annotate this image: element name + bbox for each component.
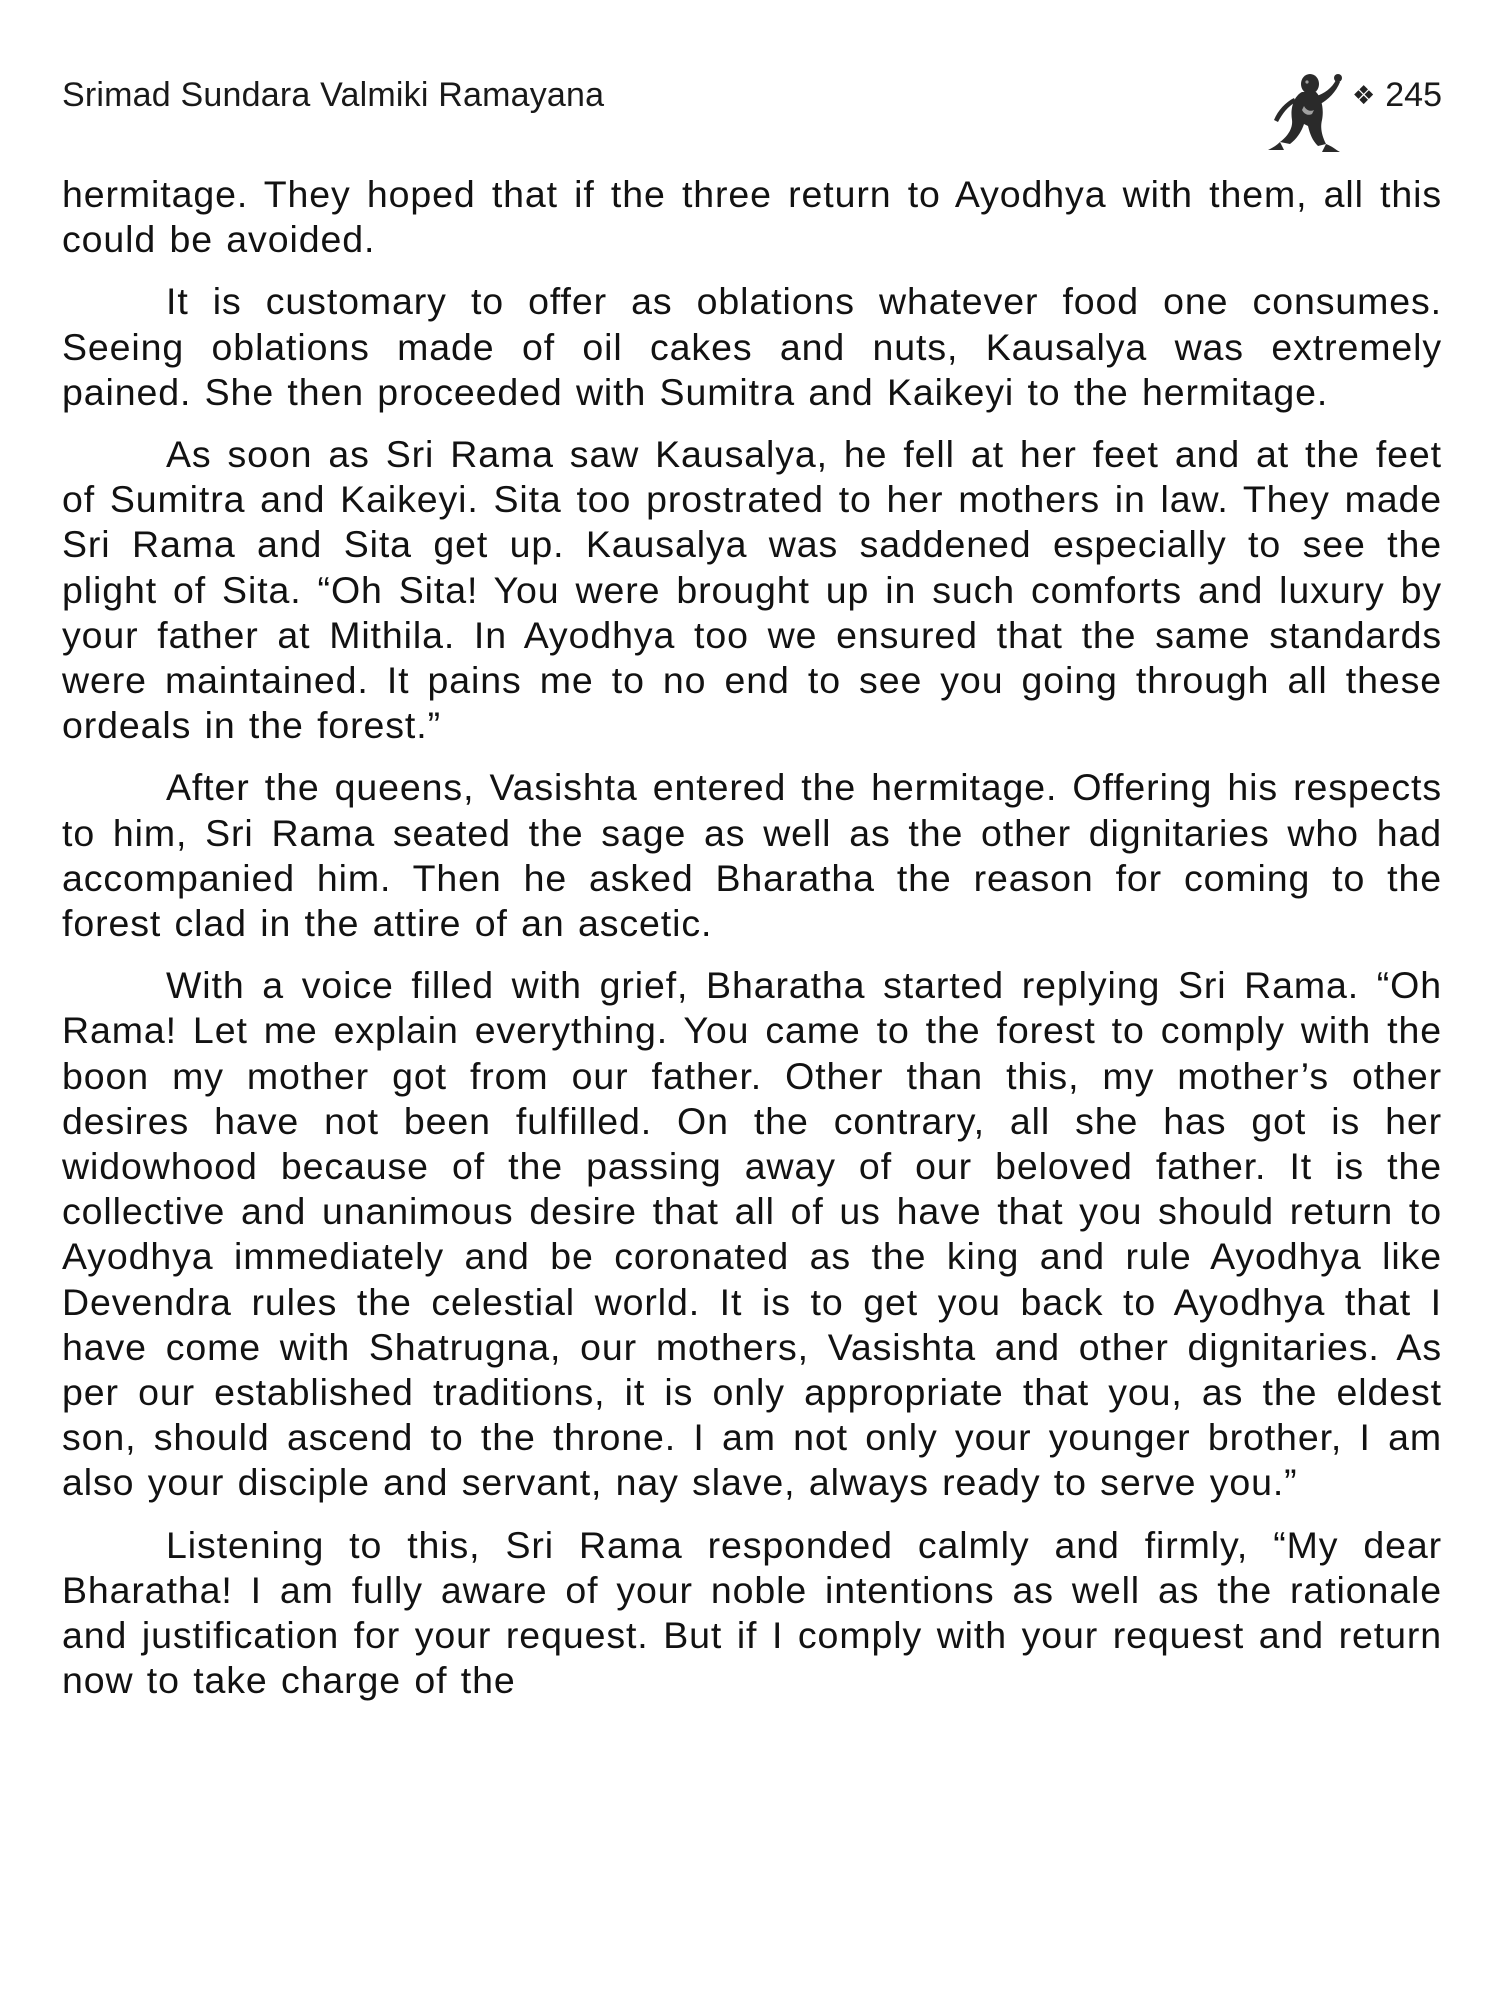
paragraph: Listening to this, Sri Rama responded calmly and firmly, “My dear Bharatha! I am fully aware of your noble intentions as well as the rationale and justification for your request. But if I comply with your request and return now to take charge of the: [62, 1523, 1442, 1702]
page-header: [62, 70, 1442, 160]
page-number: 245: [1385, 76, 1442, 114]
paragraph: With a voice filled with grief, Bharatha started replying Sri Rama. “Oh Rama! Let me explain everything. You came to the forest to comply with the boon my mother got from our father. Other than this, my mother’s other desires have not been fulfilled. On the contrary, all she has got is her widowhood because of the passing away of our beloved father. It is the collective and unanimous desire that all of us have that you should return to Ayodhya immediately and be coronated as the king and rule Ayodhya like Devendra rules the celestial world. It is to get you back to Ayodhya that I have come with Shatrugna, our mothers, Vasishta and other dignitaries. As per our established traditions, it is only appropriate that you, as the eldest son, should ascend to the throne. I am not only your younger brother, I am also your disciple and servant, nay slave, always ready to serve you.”: [62, 964, 1442, 1504]
paragraph: hermitage. They hoped that if the three return to Ayodhya with them, all this could be avoided.: [62, 173, 1442, 261]
header-right: [1266, 70, 1442, 150]
paragraph: It is customary to offer as oblations whatever food one consumes. Seeing oblations made of oil cakes and nuts, Kausalya was extremely pained. She then proceeded with Sumitra and Kaikeyi to the hermitage.: [62, 280, 1442, 413]
paragraph: As soon as Sri Rama saw Kausalya, he fell at her feet and at the feet of Sumitra and Kaikeyi. Sita too prostrated to her mothers in law. They made Sri Rama and Sita get up. Kausalya was saddened especially to see the plight of Sita. “Oh Sita! You were brought up in such comforts and luxury by your father at Mithila. In Ayodhya too we ensured that the same standards were maintained. It pains me to no end to see you going through all these ordeals in the forest.”: [62, 433, 1442, 747]
book-title: Srimad Sundara Valmiki Ramayana: [62, 76, 605, 114]
body-text: [62, 172, 1442, 1721]
paragraph: After the queens, Vasishta entered the hermitage. Offering his respects to him, Sri Rama seated the sage as well as the other dignitaries who had accompanied him. Then he asked Bharatha the reason for coming to the forest clad in the attire of an ascetic.: [62, 766, 1442, 945]
ornament-icon: ❖: [1351, 80, 1376, 110]
hanuman-emblem-icon: [1266, 66, 1344, 152]
